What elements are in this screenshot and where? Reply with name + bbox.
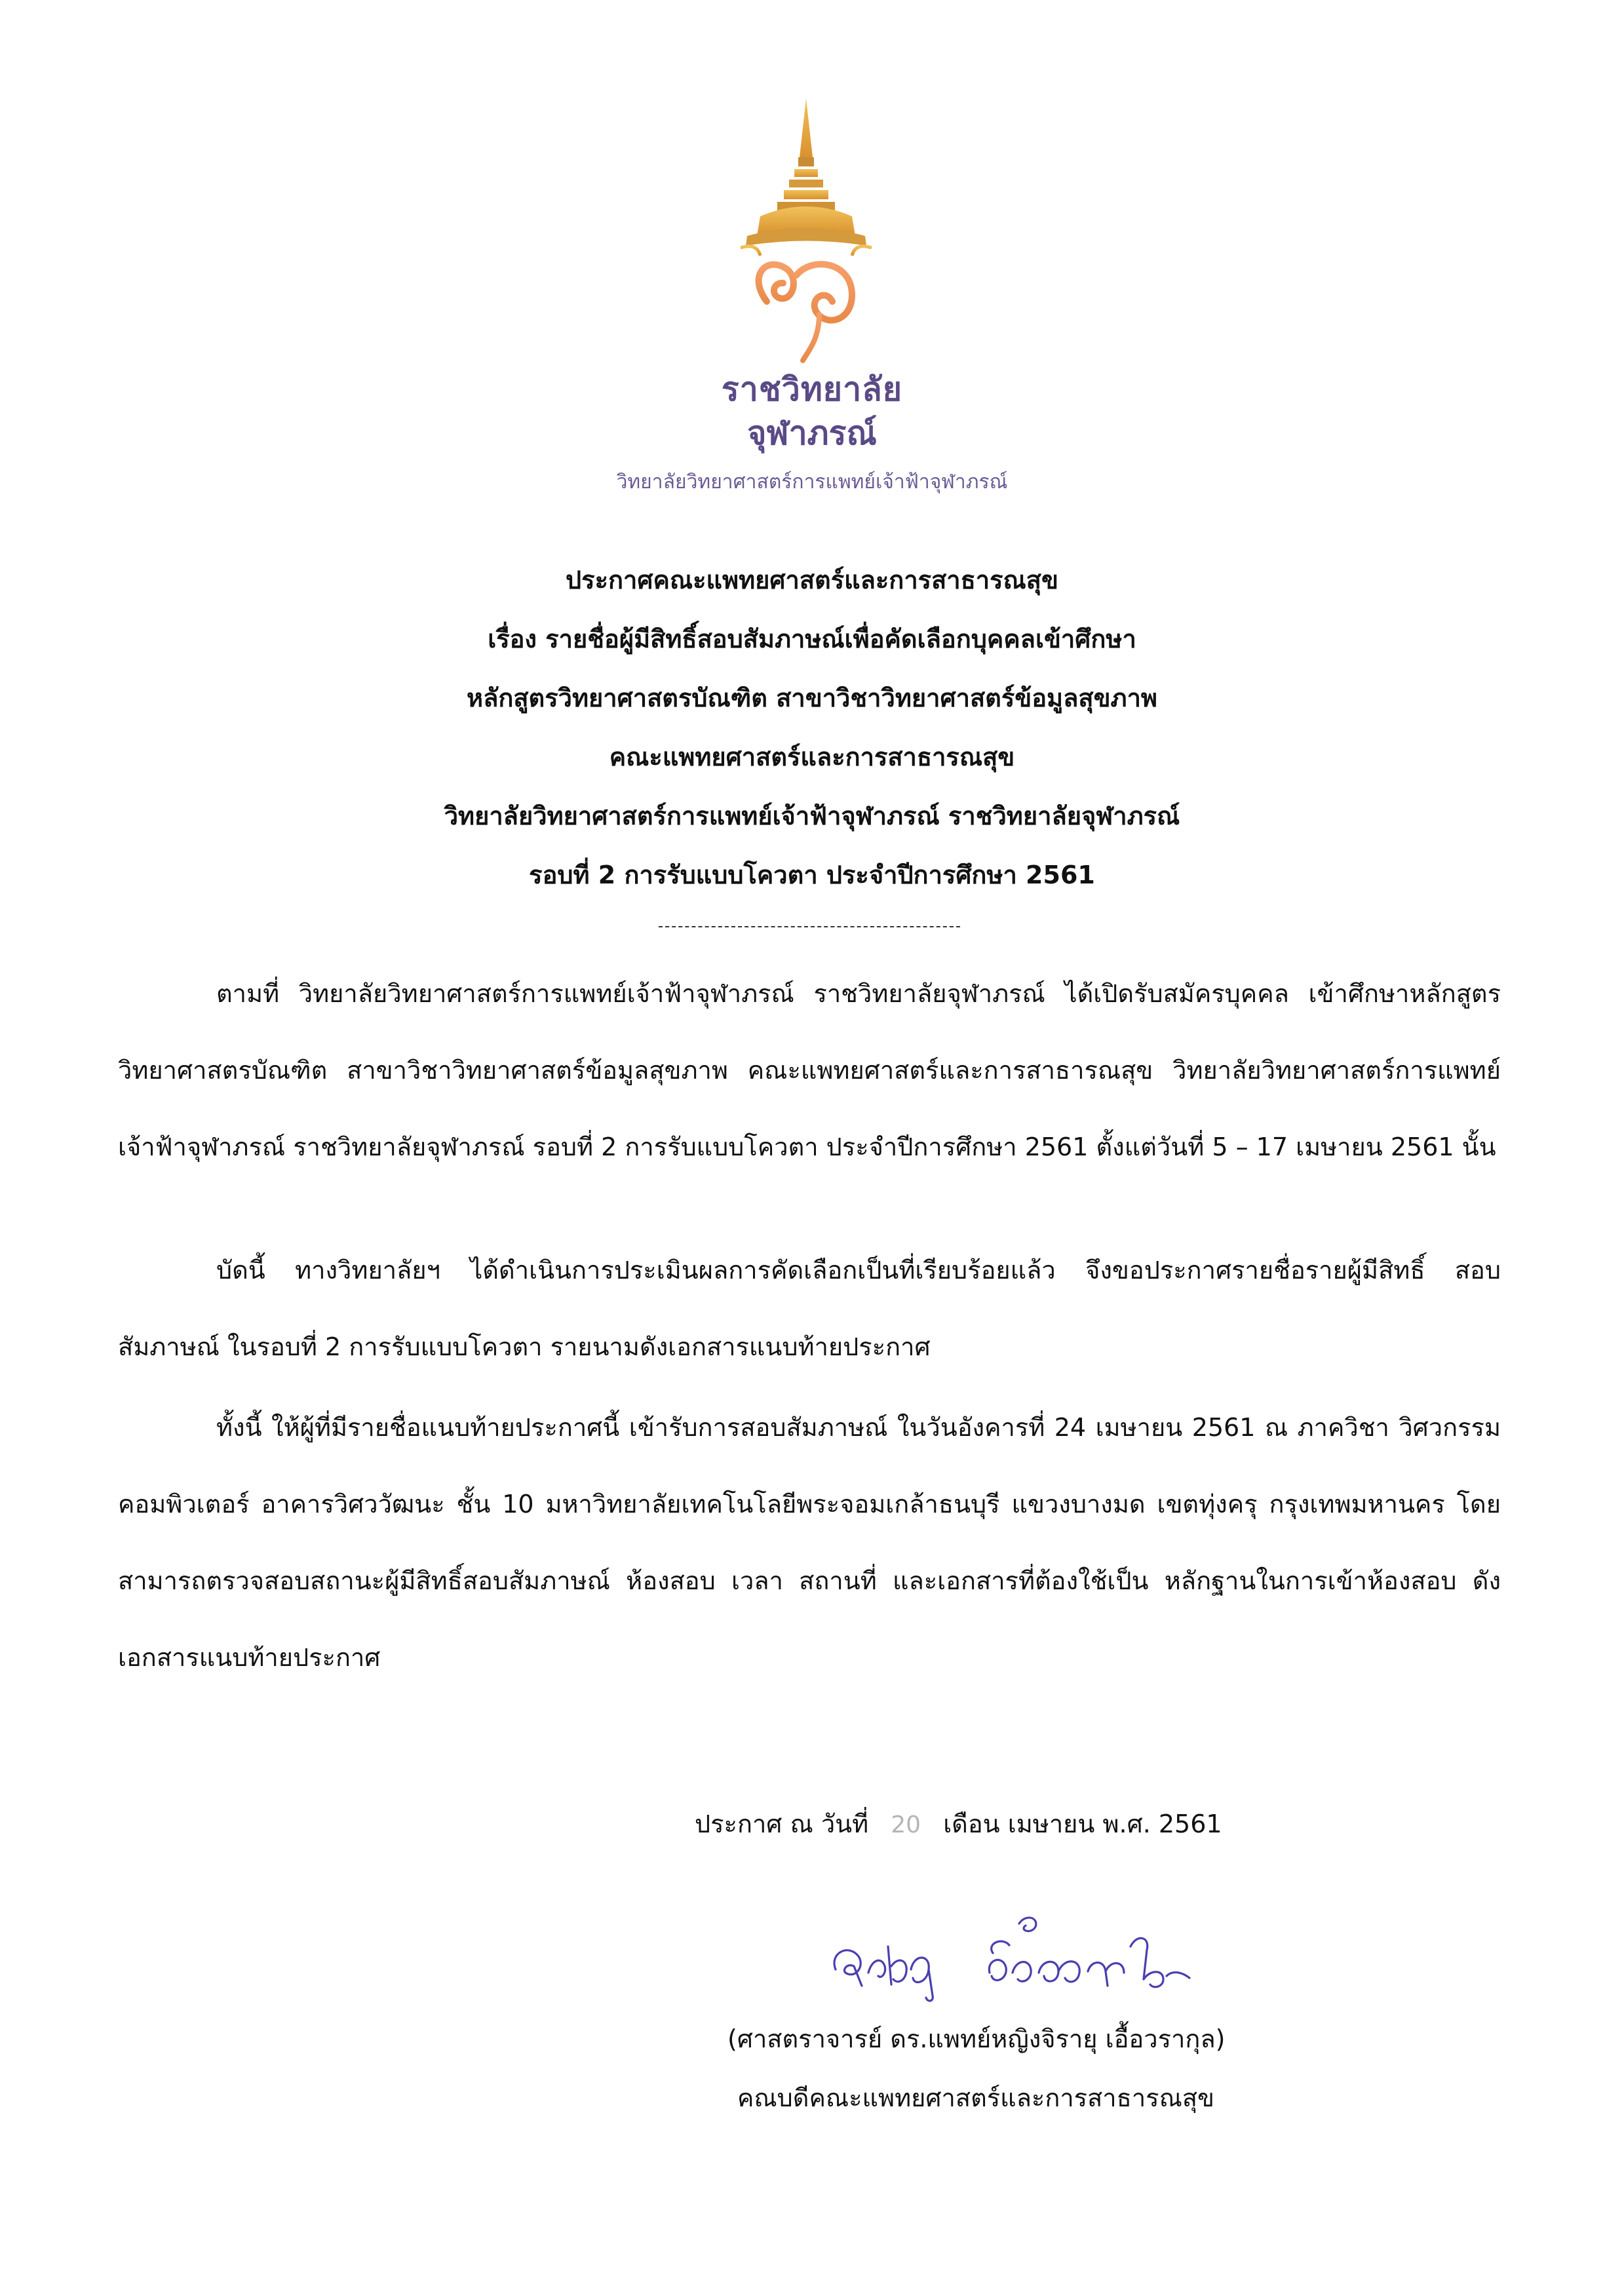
paragraph-text: ทั้งนี้ ให้ผู้ที่มีรายชื่อแนบท้ายประกาศนี้ เข้ารับการสอบสัมภาษณ์ ในวันอังคารที่ 24 เมษายน 2561 ณ ภาควิชา วิศวกรรมคอมพิวเตอร์ อาคารวิศววัฒนะ ชั้น 10 มหาวิทยาลัยเทคโนโลยีพระจอมเกล้าธนบุรี แขวงบางมด เขตทุ่งครุ กรุงเทพมหานคร โดยสามารถตรวจสอบสถานะผู้มีสิทธิ์สอบสัมภาษณ์ ห้องสอบ เวลา สถานที่ และเอกสารที่ต้องใช้เป็น หลักฐานในการเข้าห้องสอบ ดังเอกสารแนบท้ายประกาศ: [118, 1413, 1501, 1672]
title-divider: [659, 926, 960, 927]
date-month-year: เดือน เมษายน พ.ศ. 2561: [943, 1810, 1222, 1838]
signer-position: คณบดีคณะแพทยศาสตร์และการสาธารณสุข: [737, 2083, 1214, 2112]
title-line: คณะแพทยศาสตร์และการสาธารณสุข: [609, 743, 1015, 771]
date-prefix: ประกาศ ณ วันที่: [695, 1810, 869, 1838]
body-paragraph-2: [118, 1232, 1501, 1385]
announcement-date: [695, 1804, 1222, 1844]
body-paragraph-1: [118, 956, 1501, 1186]
title-line: เรื่อง รายชื่อผู้มีสิทธิ์สอบสัมภาษณ์เพื่อคัดเลือกบุคคลเข้าศึกษา: [488, 625, 1136, 653]
title-line: วิทยาลัยวิทยาศาสตร์การแพทย์เจ้าฟ้าจุฬาภรณ์ ราชวิทยาลัยจุฬาภรณ์: [444, 802, 1180, 830]
org-name-line1: ราชวิทยาลัย: [721, 370, 903, 408]
announcement-title: [0, 551, 1624, 904]
title-line: หลักสูตรวิทยาศาสตรบัณฑิต สาขาวิชาวิทยาศาสตร์ข้อมูลสุขภาพ: [467, 684, 1157, 712]
date-day: 20: [891, 1811, 921, 1838]
paragraph-text: บัดนี้ ทางวิทยาลัยฯ ได้ดำเนินการประเมินผลการคัดเลือกเป็นที่เรียบร้อยแล้ว จึงขอประกาศรายชื่อรายผู้มีสิทธิ์ สอบสัมภาษณ์ ในรอบที่ 2 การรับแบบโควตา รายนามดังเอกสารแนบท้ายประกาศ: [118, 1256, 1501, 1361]
paragraph-text: ตามที่ วิทยาลัยวิทยาศาสตร์การแพทย์เจ้าฟ้าจุฬาภรณ์ ราชวิทยาลัยจุฬาภรณ์ ได้เปิดรับสมัครบุคคล เข้าศึกษาหลักสูตรวิทยาศาสตรบัณฑิต สาขาวิชาวิทยาศาสตร์ข้อมูลสุขภาพ คณะแพทยศาสตร์และการสาธารณสุข วิทยาลัยวิทยาศาสตร์การแพทย์เจ้าฟ้าจุฬาภรณ์ ราชวิทยาลัยจุฬาภรณ์ รอบที่ 2 การรับแบบโควตา ประจำปีการศึกษา 2561 ตั้งแต่วันที่ 5 – 17 เมษายน 2561 นั้น: [118, 979, 1501, 1161]
title-line: รอบที่ 2 การรับแบบโควตา ประจำปีการศึกษา 2561: [529, 861, 1095, 889]
title-line: ประกาศคณะแพทยศาสตร์และการสาธารณสุข: [566, 566, 1058, 594]
signer-name: (ศาสตราจารย์ ดร.แพทย์หญิงจิรายุ เอื้อวรากุล): [727, 2024, 1226, 2053]
college-emblem-icon: [721, 79, 891, 367]
body-paragraph-3: [118, 1389, 1501, 1696]
org-name-line2: จุฬาภรณ์: [747, 414, 877, 452]
handwritten-signature: [822, 1907, 1216, 2005]
org-subtitle: วิทยาลัยวิทยาศาสตร์การแพทย์เจ้าฟ้าจุฬาภรณ์: [616, 471, 1008, 494]
